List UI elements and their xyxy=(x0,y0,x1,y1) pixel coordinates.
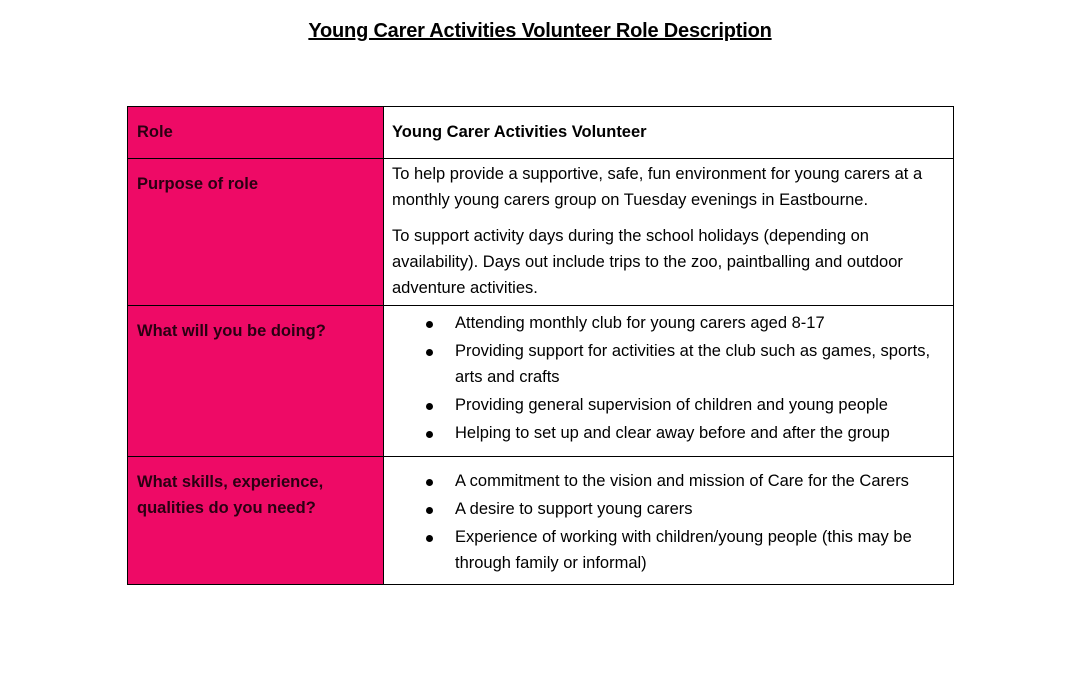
doing-label: What will you be doing? xyxy=(128,306,384,457)
purpose-paragraph: To help provide a supportive, safe, fun environment for young carers at a monthly young carers group on Tuesday evenings in Eastbourne. xyxy=(392,165,923,209)
list-item xyxy=(392,496,943,522)
bullet-icon xyxy=(426,431,433,438)
skills-content xyxy=(384,457,954,585)
bullet-icon xyxy=(426,507,433,514)
bullet-icon xyxy=(426,479,433,486)
list-item-text: Providing general supervision of children and young people xyxy=(455,396,888,414)
list-item-text: A commitment to the vision and mission of Care for the Carers xyxy=(455,472,909,490)
table-row-role xyxy=(128,107,954,159)
bullet-icon xyxy=(426,403,433,410)
list-item xyxy=(392,310,943,336)
list-item-text: Attending monthly club for young carers aged 8-17 xyxy=(455,314,825,332)
list-item xyxy=(392,338,943,390)
list-item-text: Experience of working with children/young people (this may be through family or informal) xyxy=(455,528,912,572)
list-item-text: A desire to support young carers xyxy=(455,500,693,518)
skills-list xyxy=(392,468,943,576)
table-row-doing xyxy=(128,306,954,457)
document-title: Young Carer Activities Volunteer Role Description xyxy=(308,20,772,42)
bullet-icon xyxy=(426,535,433,542)
purpose-label: Purpose of role xyxy=(128,159,384,306)
list-item xyxy=(392,468,943,494)
role-description-table xyxy=(127,106,954,585)
table-row-purpose xyxy=(128,159,954,306)
bullet-icon xyxy=(426,321,433,328)
bullet-icon xyxy=(426,349,433,356)
purpose-paragraph: To support activity days during the school holidays (depending on availability). Days out include trips to the zoo, paintballing and outdoor adventure activities. xyxy=(392,227,903,297)
list-item-text: Providing support for activities at the club such as games, sports, arts and crafts xyxy=(455,342,931,386)
doing-list xyxy=(392,310,943,446)
list-item-text: Helping to set up and clear away before and after the group xyxy=(455,424,890,442)
table-row-skills xyxy=(128,457,954,585)
list-item xyxy=(392,420,943,446)
list-item xyxy=(392,524,943,576)
role-label: Role xyxy=(128,107,384,159)
purpose-content xyxy=(384,159,954,306)
role-value: Young Carer Activities Volunteer xyxy=(384,107,954,159)
list-item xyxy=(392,392,943,418)
skills-label: What skills, experience, qualities do you need? xyxy=(128,457,384,585)
doing-content xyxy=(384,306,954,457)
